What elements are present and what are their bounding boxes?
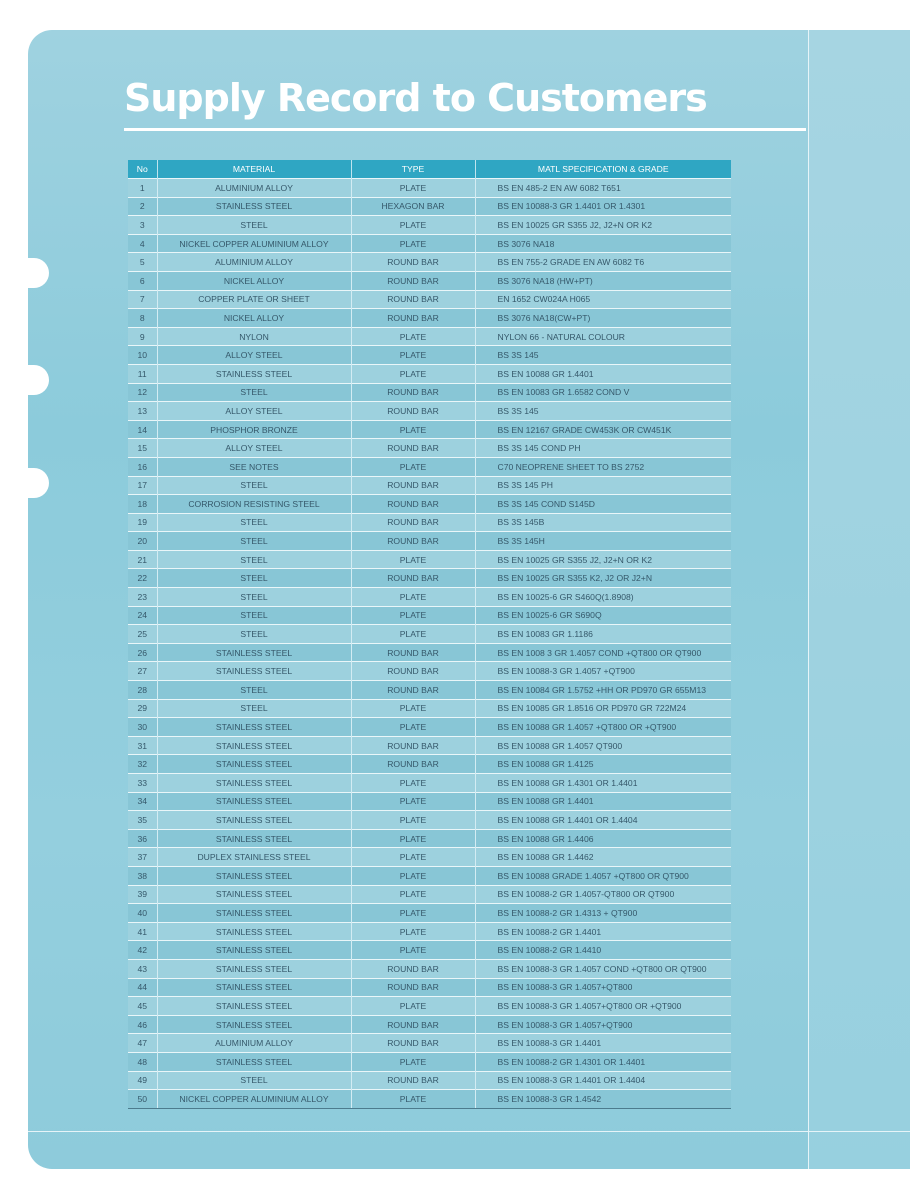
cell-material: STAINLESS STEEL bbox=[157, 792, 351, 811]
cell-type: ROUND BAR bbox=[351, 476, 475, 495]
table-row bbox=[128, 439, 731, 458]
table-row bbox=[128, 569, 731, 588]
cell-no: 24 bbox=[128, 606, 157, 625]
cell-type: ROUND BAR bbox=[351, 978, 475, 997]
cell-no: 46 bbox=[128, 1015, 157, 1034]
cell-spec: BS EN 10025-6 GR S690Q bbox=[475, 606, 731, 625]
cell-material: NICKEL COPPER ALUMINIUM ALLOY bbox=[157, 234, 351, 253]
cell-type: HEXAGON BAR bbox=[351, 197, 475, 216]
table-row bbox=[128, 420, 731, 439]
table-row bbox=[128, 662, 731, 681]
cell-type: ROUND BAR bbox=[351, 383, 475, 402]
cell-no: 31 bbox=[128, 736, 157, 755]
cell-material: STEEL bbox=[157, 550, 351, 569]
cell-type: PLATE bbox=[351, 848, 475, 867]
cell-no: 37 bbox=[128, 848, 157, 867]
table-row bbox=[128, 179, 731, 198]
cell-type: PLATE bbox=[351, 811, 475, 830]
cell-spec: BS EN 10085 GR 1.8516 OR PD970 GR 722M24 bbox=[475, 699, 731, 718]
cell-spec: BS EN 10088-3 GR 1.4057+QT800 bbox=[475, 978, 731, 997]
title-underline bbox=[124, 128, 806, 131]
cell-no: 45 bbox=[128, 997, 157, 1016]
cell-type: ROUND BAR bbox=[351, 271, 475, 290]
cell-no: 33 bbox=[128, 774, 157, 793]
cell-spec: BS EN 10083 GR 1.1186 bbox=[475, 625, 731, 644]
cell-material: STAINLESS STEEL bbox=[157, 736, 351, 755]
cell-material: NICKEL ALLOY bbox=[157, 309, 351, 328]
cell-no: 15 bbox=[128, 439, 157, 458]
cell-spec: BS 3S 145 PH bbox=[475, 476, 731, 495]
table-row bbox=[128, 643, 731, 662]
cell-material: STAINLESS STEEL bbox=[157, 364, 351, 383]
cell-type: PLATE bbox=[351, 699, 475, 718]
table-row bbox=[128, 532, 731, 551]
cell-spec: BS EN 755-2 GRADE EN AW 6082 T6 bbox=[475, 253, 731, 272]
cell-material: ALUMINIUM ALLOY bbox=[157, 179, 351, 198]
cell-spec: BS EN 10025 GR S355 J2, J2+N OR K2 bbox=[475, 550, 731, 569]
cell-type: PLATE bbox=[351, 997, 475, 1016]
table-row bbox=[128, 364, 731, 383]
header-material: MATERIAL bbox=[157, 160, 351, 179]
cell-type: PLATE bbox=[351, 1090, 475, 1109]
cell-no: 26 bbox=[128, 643, 157, 662]
cell-spec: BS EN 10088-3 GR 1.4057+QT800 OR +QT900 bbox=[475, 997, 731, 1016]
cell-spec: BS EN 10083 GR 1.6582 COND V bbox=[475, 383, 731, 402]
table-row bbox=[128, 904, 731, 923]
cell-no: 22 bbox=[128, 569, 157, 588]
cell-material: STEEL bbox=[157, 476, 351, 495]
cell-no: 8 bbox=[128, 309, 157, 328]
cell-spec: BS EN 10088 GR 1.4057 QT900 bbox=[475, 736, 731, 755]
header-type: TYPE bbox=[351, 160, 475, 179]
cell-no: 4 bbox=[128, 234, 157, 253]
cell-type: ROUND BAR bbox=[351, 959, 475, 978]
cell-no: 29 bbox=[128, 699, 157, 718]
table-row bbox=[128, 253, 731, 272]
table-row bbox=[128, 755, 731, 774]
table-row bbox=[128, 681, 731, 700]
table-row bbox=[128, 866, 731, 885]
table-row bbox=[128, 402, 731, 421]
table-row bbox=[128, 457, 731, 476]
table-row bbox=[128, 606, 731, 625]
table-row bbox=[128, 513, 731, 532]
cell-material: STAINLESS STEEL bbox=[157, 718, 351, 737]
cell-type: ROUND BAR bbox=[351, 755, 475, 774]
cell-type: PLATE bbox=[351, 364, 475, 383]
cell-material: STAINLESS STEEL bbox=[157, 866, 351, 885]
cell-spec: BS 3076 NA18 (HW+PT) bbox=[475, 271, 731, 290]
cell-spec: BS 3076 NA18(CW+PT) bbox=[475, 309, 731, 328]
cell-no: 40 bbox=[128, 904, 157, 923]
cell-material: STAINLESS STEEL bbox=[157, 643, 351, 662]
table-row bbox=[128, 922, 731, 941]
cell-type: PLATE bbox=[351, 625, 475, 644]
cell-type: ROUND BAR bbox=[351, 439, 475, 458]
cell-material: STAINLESS STEEL bbox=[157, 959, 351, 978]
cell-type: PLATE bbox=[351, 885, 475, 904]
cell-spec: BS EN 10088-2 GR 1.4313 + QT900 bbox=[475, 904, 731, 923]
cell-material: STAINLESS STEEL bbox=[157, 829, 351, 848]
cell-material: SEE NOTES bbox=[157, 457, 351, 476]
cell-no: 28 bbox=[128, 681, 157, 700]
cell-spec: BS EN 10088-3 GR 1.4401 bbox=[475, 1034, 731, 1053]
table-row bbox=[128, 383, 731, 402]
cell-spec: BS 3S 145 COND S145D bbox=[475, 495, 731, 514]
cell-no: 50 bbox=[128, 1090, 157, 1109]
cell-spec: BS EN 1008 3 GR 1.4057 COND +QT800 OR QT900 bbox=[475, 643, 731, 662]
cell-no: 23 bbox=[128, 588, 157, 607]
bottom-rule bbox=[28, 1131, 910, 1132]
table-row bbox=[128, 885, 731, 904]
cell-no: 36 bbox=[128, 829, 157, 848]
table-row bbox=[128, 848, 731, 867]
header-spec: MATL SPECIFICATION & GRADE bbox=[475, 160, 731, 179]
cell-no: 1 bbox=[128, 179, 157, 198]
cell-no: 6 bbox=[128, 271, 157, 290]
supply-record-table bbox=[128, 160, 731, 1109]
cell-spec: BS EN 10088 GR 1.4125 bbox=[475, 755, 731, 774]
cell-spec: BS EN 10088 GR 1.4401 OR 1.4404 bbox=[475, 811, 731, 830]
cell-material: ALUMINIUM ALLOY bbox=[157, 253, 351, 272]
cell-spec: BS 3S 145 bbox=[475, 346, 731, 365]
table-row bbox=[128, 327, 731, 346]
cell-material: STAINLESS STEEL bbox=[157, 904, 351, 923]
cell-material: PHOSPHOR BRONZE bbox=[157, 420, 351, 439]
cell-no: 30 bbox=[128, 718, 157, 737]
cell-spec: BS EN 10088 GR 1.4401 bbox=[475, 364, 731, 383]
cell-material: STEEL bbox=[157, 532, 351, 551]
cell-material: STAINLESS STEEL bbox=[157, 811, 351, 830]
cell-no: 21 bbox=[128, 550, 157, 569]
cell-material: STAINLESS STEEL bbox=[157, 997, 351, 1016]
cell-spec: BS EN 10025-6 GR S460Q(1.8908) bbox=[475, 588, 731, 607]
table-row bbox=[128, 792, 731, 811]
cell-type: PLATE bbox=[351, 588, 475, 607]
cell-material: STEEL bbox=[157, 1071, 351, 1090]
cell-material: ALUMINIUM ALLOY bbox=[157, 1034, 351, 1053]
cell-material: STEEL bbox=[157, 383, 351, 402]
table-row bbox=[128, 1090, 731, 1109]
cell-spec: BS EN 10088-2 GR 1.4301 OR 1.4401 bbox=[475, 1052, 731, 1071]
cell-no: 32 bbox=[128, 755, 157, 774]
cell-type: ROUND BAR bbox=[351, 1071, 475, 1090]
cell-material: ALLOY STEEL bbox=[157, 439, 351, 458]
cell-spec: BS EN 10088 GRADE 1.4057 +QT800 OR QT900 bbox=[475, 866, 731, 885]
cell-material: NYLON bbox=[157, 327, 351, 346]
table-row bbox=[128, 1052, 731, 1071]
cell-no: 14 bbox=[128, 420, 157, 439]
cell-no: 2 bbox=[128, 197, 157, 216]
table-row bbox=[128, 588, 731, 607]
cell-no: 11 bbox=[128, 364, 157, 383]
cell-spec: NYLON 66 - NATURAL COLOUR bbox=[475, 327, 731, 346]
cell-no: 42 bbox=[128, 941, 157, 960]
cell-spec: BS EN 10025 GR S355 J2, J2+N OR K2 bbox=[475, 216, 731, 235]
cell-material: STAINLESS STEEL bbox=[157, 774, 351, 793]
cell-type: PLATE bbox=[351, 606, 475, 625]
cell-type: ROUND BAR bbox=[351, 643, 475, 662]
cell-material: STEEL bbox=[157, 588, 351, 607]
cell-spec: BS EN 10088-3 GR 1.4542 bbox=[475, 1090, 731, 1109]
cell-no: 9 bbox=[128, 327, 157, 346]
table-row bbox=[128, 346, 731, 365]
cell-type: PLATE bbox=[351, 922, 475, 941]
cell-material: COPPER PLATE OR SHEET bbox=[157, 290, 351, 309]
cell-material: STEEL bbox=[157, 606, 351, 625]
cell-material: STEEL bbox=[157, 681, 351, 700]
right-margin-panel bbox=[808, 30, 910, 1169]
cell-no: 3 bbox=[128, 216, 157, 235]
cell-no: 19 bbox=[128, 513, 157, 532]
table-row bbox=[128, 774, 731, 793]
cell-no: 13 bbox=[128, 402, 157, 421]
cell-spec: BS EN 10088 GR 1.4401 bbox=[475, 792, 731, 811]
cell-no: 5 bbox=[128, 253, 157, 272]
cell-material: STAINLESS STEEL bbox=[157, 885, 351, 904]
cell-type: ROUND BAR bbox=[351, 253, 475, 272]
cell-no: 35 bbox=[128, 811, 157, 830]
table-row bbox=[128, 718, 731, 737]
table-row bbox=[128, 476, 731, 495]
cell-spec: BS 3S 145 COND PH bbox=[475, 439, 731, 458]
cell-type: PLATE bbox=[351, 550, 475, 569]
cell-no: 49 bbox=[128, 1071, 157, 1090]
header-no: No bbox=[128, 160, 157, 179]
cell-material: STAINLESS STEEL bbox=[157, 1052, 351, 1071]
table-row bbox=[128, 290, 731, 309]
cell-material: DUPLEX STAINLESS STEEL bbox=[157, 848, 351, 867]
cell-type: ROUND BAR bbox=[351, 569, 475, 588]
cell-spec: BS EN 10088-3 GR 1.4057+QT900 bbox=[475, 1015, 731, 1034]
table-row bbox=[128, 997, 731, 1016]
cell-material: STAINLESS STEEL bbox=[157, 662, 351, 681]
cell-no: 34 bbox=[128, 792, 157, 811]
cell-spec: BS EN 10088-3 GR 1.4401 OR 1.4404 bbox=[475, 1071, 731, 1090]
cell-material: CORROSION RESISTING STEEL bbox=[157, 495, 351, 514]
cell-type: PLATE bbox=[351, 179, 475, 198]
cell-type: PLATE bbox=[351, 457, 475, 476]
cell-type: ROUND BAR bbox=[351, 1034, 475, 1053]
table-row bbox=[128, 271, 731, 290]
cell-no: 27 bbox=[128, 662, 157, 681]
cell-no: 41 bbox=[128, 922, 157, 941]
table-row bbox=[128, 309, 731, 328]
cell-material: ALLOY STEEL bbox=[157, 402, 351, 421]
table-row bbox=[128, 941, 731, 960]
cell-type: PLATE bbox=[351, 941, 475, 960]
cell-type: ROUND BAR bbox=[351, 290, 475, 309]
cell-no: 38 bbox=[128, 866, 157, 885]
table-row bbox=[128, 736, 731, 755]
cell-no: 18 bbox=[128, 495, 157, 514]
cell-material: STAINLESS STEEL bbox=[157, 755, 351, 774]
table-header-row bbox=[128, 160, 731, 179]
cell-spec: BS EN 10025 GR S355 K2, J2 OR J2+N bbox=[475, 569, 731, 588]
cell-type: PLATE bbox=[351, 420, 475, 439]
cell-spec: EN 1652 CW024A H065 bbox=[475, 290, 731, 309]
cell-material: STEEL bbox=[157, 699, 351, 718]
cell-no: 10 bbox=[128, 346, 157, 365]
cell-type: PLATE bbox=[351, 234, 475, 253]
cell-spec: BS EN 10088 GR 1.4462 bbox=[475, 848, 731, 867]
table-row bbox=[128, 550, 731, 569]
cell-spec: BS EN 10084 GR 1.5752 +HH OR PD970 GR 655M13 bbox=[475, 681, 731, 700]
cell-material: STAINLESS STEEL bbox=[157, 978, 351, 997]
cell-spec: BS EN 10088-2 GR 1.4401 bbox=[475, 922, 731, 941]
cell-spec: BS EN 10088 GR 1.4406 bbox=[475, 829, 731, 848]
table-row bbox=[128, 1015, 731, 1034]
cell-type: ROUND BAR bbox=[351, 532, 475, 551]
cell-spec: BS EN 10088-3 GR 1.4401 OR 1.4301 bbox=[475, 197, 731, 216]
cell-no: 39 bbox=[128, 885, 157, 904]
cell-material: STEEL bbox=[157, 569, 351, 588]
cell-type: ROUND BAR bbox=[351, 495, 475, 514]
cell-no: 44 bbox=[128, 978, 157, 997]
cell-spec: BS 3S 145 bbox=[475, 402, 731, 421]
cell-material: STEEL bbox=[157, 625, 351, 644]
cell-type: PLATE bbox=[351, 866, 475, 885]
table-row bbox=[128, 234, 731, 253]
cell-type: ROUND BAR bbox=[351, 662, 475, 681]
cell-material: NICKEL ALLOY bbox=[157, 271, 351, 290]
cell-type: ROUND BAR bbox=[351, 736, 475, 755]
cell-no: 7 bbox=[128, 290, 157, 309]
cell-spec: BS EN 10088-2 GR 1.4057-QT800 OR QT900 bbox=[475, 885, 731, 904]
cell-no: 17 bbox=[128, 476, 157, 495]
cell-no: 43 bbox=[128, 959, 157, 978]
cell-no: 25 bbox=[128, 625, 157, 644]
table-row bbox=[128, 978, 731, 997]
cell-spec: BS 3076 NA18 bbox=[475, 234, 731, 253]
cell-material: ALLOY STEEL bbox=[157, 346, 351, 365]
cell-material: STEEL bbox=[157, 216, 351, 235]
cell-no: 16 bbox=[128, 457, 157, 476]
cell-no: 48 bbox=[128, 1052, 157, 1071]
cell-spec: BS EN 10088-2 GR 1.4410 bbox=[475, 941, 731, 960]
cell-material: NICKEL COPPER ALUMINIUM ALLOY bbox=[157, 1090, 351, 1109]
cell-type: ROUND BAR bbox=[351, 1015, 475, 1034]
cell-spec: BS 3S 145B bbox=[475, 513, 731, 532]
cell-type: PLATE bbox=[351, 327, 475, 346]
cell-type: PLATE bbox=[351, 216, 475, 235]
table-row bbox=[128, 699, 731, 718]
table-row bbox=[128, 811, 731, 830]
page-title: Supply Record to Customers bbox=[124, 76, 707, 120]
cell-type: PLATE bbox=[351, 774, 475, 793]
table-row bbox=[128, 625, 731, 644]
cell-no: 12 bbox=[128, 383, 157, 402]
table-row bbox=[128, 829, 731, 848]
cell-spec: BS EN 485-2 EN AW 6082 T651 bbox=[475, 179, 731, 198]
cell-type: ROUND BAR bbox=[351, 513, 475, 532]
cell-type: PLATE bbox=[351, 792, 475, 811]
cell-no: 47 bbox=[128, 1034, 157, 1053]
cell-type: ROUND BAR bbox=[351, 402, 475, 421]
table-row bbox=[128, 495, 731, 514]
table-row bbox=[128, 216, 731, 235]
cell-material: STAINLESS STEEL bbox=[157, 941, 351, 960]
table-row bbox=[128, 197, 731, 216]
table-row bbox=[128, 1034, 731, 1053]
table-row bbox=[128, 959, 731, 978]
cell-type: ROUND BAR bbox=[351, 309, 475, 328]
cell-spec: BS EN 10088-3 GR 1.4057 +QT900 bbox=[475, 662, 731, 681]
cell-type: PLATE bbox=[351, 904, 475, 923]
table-body bbox=[128, 179, 731, 1109]
cell-material: STAINLESS STEEL bbox=[157, 922, 351, 941]
cell-spec: BS EN 12167 GRADE CW453K OR CW451K bbox=[475, 420, 731, 439]
cell-type: PLATE bbox=[351, 829, 475, 848]
cell-type: ROUND BAR bbox=[351, 681, 475, 700]
cell-material: STAINLESS STEEL bbox=[157, 197, 351, 216]
cell-type: PLATE bbox=[351, 1052, 475, 1071]
cell-spec: BS EN 10088-3 GR 1.4057 COND +QT800 OR QT900 bbox=[475, 959, 731, 978]
cell-spec: BS 3S 145H bbox=[475, 532, 731, 551]
cell-type: PLATE bbox=[351, 718, 475, 737]
cell-no: 20 bbox=[128, 532, 157, 551]
cell-type: PLATE bbox=[351, 346, 475, 365]
cell-spec: BS EN 10088 GR 1.4057 +QT800 OR +QT900 bbox=[475, 718, 731, 737]
table-row bbox=[128, 1071, 731, 1090]
cell-spec: C70 NEOPRENE SHEET TO BS 2752 bbox=[475, 457, 731, 476]
cell-spec: BS EN 10088 GR 1.4301 OR 1.4401 bbox=[475, 774, 731, 793]
cell-material: STEEL bbox=[157, 513, 351, 532]
cell-material: STAINLESS STEEL bbox=[157, 1015, 351, 1034]
